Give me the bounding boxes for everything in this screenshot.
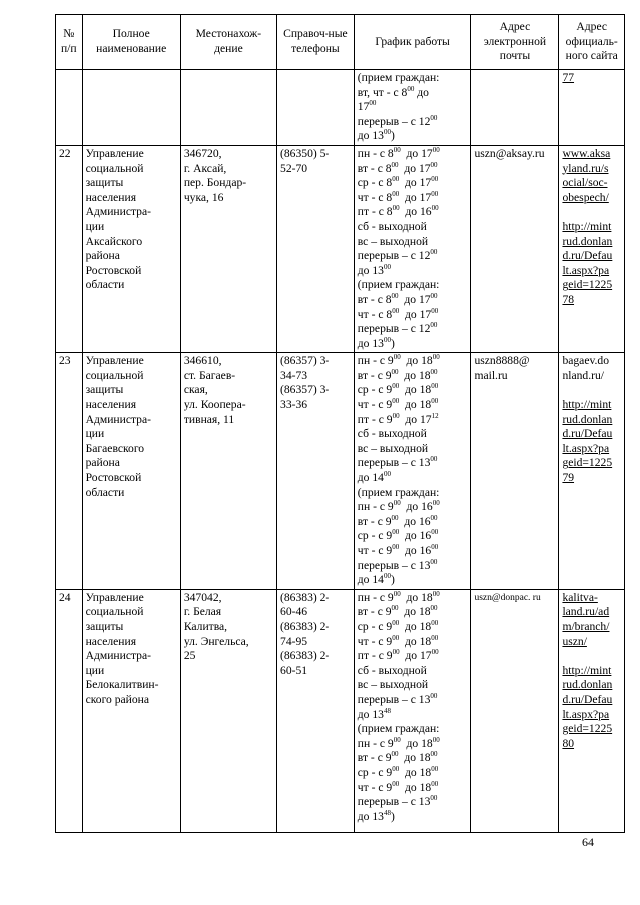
site-link[interactable]: [562, 591, 621, 649]
site-link-line: d.ru/Defau: [562, 427, 613, 441]
superscript: 00: [383, 128, 391, 137]
site-link-line: geid=1225: [562, 722, 613, 736]
superscript: 48: [383, 706, 391, 715]
cell-num: [56, 70, 83, 146]
header-num: № п/п: [56, 15, 83, 70]
phone-line: (86383) 2-: [280, 619, 330, 633]
name-line: области: [85, 485, 125, 499]
cell-site: [559, 70, 625, 146]
superscript: 00: [430, 248, 438, 257]
site-link-line: d.ru/Defau: [562, 692, 613, 706]
name-line: населения: [85, 398, 137, 412]
schedule-line: ср - с $9^{00}$ до $18^{00}$: [357, 382, 439, 397]
superscript: 00: [392, 779, 400, 788]
header-site: Адрес официаль-ного сайта: [559, 15, 625, 70]
superscript: 00: [392, 382, 400, 391]
table-row-continuation: [56, 70, 625, 146]
name-line: ции: [85, 663, 105, 677]
schedule-line: перерыв – с $13^{00}$: [357, 557, 438, 572]
schedule-line: (прием граждан:: [357, 722, 440, 736]
cell-phones: [277, 353, 355, 590]
schedule-line: вс – выходной: [357, 678, 429, 692]
superscript: 00: [430, 113, 438, 122]
superscript: 00: [392, 648, 400, 657]
schedule-line: сб - выходной: [357, 427, 427, 441]
schedule-line: перерыв – с $13^{00}$: [357, 794, 438, 809]
schedule-line: перерыв – с $12^{00}$: [357, 321, 438, 336]
name-line: Аксайского: [85, 234, 143, 248]
site-link-line: 79: [562, 471, 575, 485]
phone-line: 52-70: [280, 161, 308, 175]
cell-phones: [277, 70, 355, 146]
spacer: [562, 383, 621, 398]
site-link-line: rud.donlan: [562, 412, 613, 426]
superscript: 00: [431, 528, 439, 537]
superscript: 00: [391, 291, 399, 300]
schedule-line: до $13^{00}$): [357, 128, 395, 143]
schedule-line: пт - с $9^{00}$ до $17^{12}$: [357, 411, 439, 426]
name-line: Багаевского: [85, 441, 145, 455]
superscript: 00: [392, 411, 400, 420]
location-line: 347042,: [183, 590, 222, 604]
phone-line: 74-95: [280, 634, 308, 648]
cell-name: [82, 145, 180, 352]
superscript: 00: [391, 750, 399, 759]
schedule-line: до $14^{00}$): [357, 572, 395, 587]
schedule-line: ср - с $9^{00}$ до $16^{00}$: [357, 528, 439, 543]
superscript: 00: [383, 262, 391, 271]
schedule-line: ср - с $8^{00}$ до $17^{00}$: [357, 175, 439, 190]
site-link-line: lt.aspx?pa: [562, 707, 610, 721]
superscript: 00: [369, 99, 377, 108]
name-line: социальной: [85, 605, 144, 619]
superscript: 00: [392, 764, 400, 773]
superscript: 00: [430, 367, 438, 376]
schedule-line: до $13^{48}$): [357, 808, 395, 823]
superscript: 00: [431, 306, 439, 315]
schedule-line: до $14^{00}$: [357, 470, 391, 485]
spacer: [562, 205, 621, 220]
phone-line: (86357) 3-: [280, 354, 330, 368]
location-line: 346610,: [183, 354, 222, 368]
cell-schedule: [354, 70, 471, 146]
schedule-line: вс – выходной: [357, 441, 429, 455]
name-line: Администра-: [85, 412, 151, 426]
site-link-line: http://mint: [562, 663, 612, 677]
schedule-line: перерыв – с $12^{00}$: [357, 248, 438, 263]
name-line: области: [85, 278, 125, 292]
superscript: 00: [430, 321, 438, 330]
superscript: 00: [430, 794, 438, 803]
superscript: 48: [383, 808, 391, 817]
superscript: 00: [431, 189, 439, 198]
schedule-line: чт - с $9^{00}$ до $18^{00}$: [357, 397, 439, 412]
superscript: 00: [431, 618, 439, 627]
name-line: Управление: [85, 354, 144, 368]
superscript: 00: [430, 160, 438, 169]
schedule-line: до $13^{48}$: [357, 706, 391, 721]
superscript: 00: [430, 604, 438, 613]
cell-num: 23: [56, 353, 83, 590]
superscript: 00: [431, 543, 439, 551]
schedule-line: вт - с $8^{00}$ до $17^{00}$: [357, 160, 438, 175]
superscript: 12: [431, 411, 439, 420]
superscript: 00: [392, 618, 400, 627]
name-line: Управление: [85, 146, 144, 160]
name-line: ции: [85, 219, 105, 233]
site-link-line: lt.aspx?pa: [562, 263, 610, 277]
site-link-line: obespech/: [562, 190, 609, 204]
schedule-line: пн - с $8^{00}$ до $17^{00}$: [357, 145, 440, 160]
schedule-line: пн - с $9^{00}$ до $18^{00}$: [357, 589, 440, 604]
superscript: 00: [432, 145, 440, 154]
cell-num: 24: [56, 589, 83, 832]
site-link-line: d.ru/Defau: [562, 249, 613, 263]
phone-line: (86357) 3-: [280, 383, 330, 397]
location-line: пер. Бондар-: [183, 176, 247, 190]
cell-name: [82, 353, 180, 590]
schedule-line: ср - с $9^{00}$ до $18^{00}$: [357, 764, 439, 779]
name-line: Ростовской: [85, 263, 142, 277]
site-link-line: http://mint: [562, 398, 612, 412]
location-line: г. Аксай,: [183, 161, 227, 175]
phone-line: 60-46: [280, 605, 308, 619]
superscript: 00: [393, 589, 401, 598]
schedule-line: пн - с $9^{00}$ до $16^{00}$: [357, 499, 440, 514]
phone-line: 34-73: [280, 368, 308, 382]
location-line: ул. Коопера-: [183, 398, 246, 412]
phone-line: 33-36: [280, 398, 308, 412]
superscript: 00: [383, 335, 391, 344]
schedule-line: вт, чт - с $8^{00}$ до: [357, 84, 429, 99]
superscript: 00: [392, 306, 400, 315]
table-row: [56, 145, 625, 352]
schedule-line: чт - с $9^{00}$ до $16^{00}$: [357, 543, 439, 557]
superscript: 00: [383, 470, 391, 479]
schedule-line: вс – выходной: [357, 234, 429, 248]
schedule-line: (прием граждан:: [357, 485, 440, 499]
cell-location: [180, 145, 276, 352]
email-text: uszn@donpac. ru: [474, 592, 541, 603]
site-text: bagaev.do nland.ru/: [562, 354, 610, 382]
site-link-line: www.aksa: [562, 146, 611, 160]
schedule-line: (прием граждан:: [357, 278, 440, 292]
site-link-line: geid=1225: [562, 456, 613, 470]
schedule-line: чт - с $8^{00}$ до $17^{00}$: [357, 306, 439, 321]
superscript: 00: [393, 735, 401, 744]
name-line: защиты: [85, 619, 124, 633]
location-line: тивная, 11: [183, 412, 235, 426]
superscript: 00: [393, 353, 401, 362]
email-line: uszn8888@: [474, 354, 530, 368]
site-link[interactable]: 77: [562, 71, 575, 84]
site-link[interactable]: [562, 220, 621, 308]
site-link[interactable]: [562, 147, 621, 205]
email-text: uszn@aksay.ru: [474, 146, 545, 160]
name-line: социальной: [85, 368, 144, 382]
superscript: 00: [392, 543, 400, 551]
schedule-line: пт - с $8^{00}$ до $16^{00}$: [357, 204, 439, 219]
site-link-line: geid=1225: [562, 278, 613, 292]
name-line: района: [85, 456, 120, 470]
schedule-line: сб - выходной: [357, 219, 427, 233]
site-link-line: lt.aspx?pa: [562, 441, 610, 455]
site-link-line: kalitva-: [562, 590, 598, 604]
cell-email: [471, 145, 559, 352]
superscript: 00: [431, 175, 439, 184]
cell-location: [180, 589, 276, 832]
superscript: 00: [392, 528, 400, 537]
location-line: ст. Багаев-: [183, 368, 236, 382]
schedule-line: пн - с $9^{00}$ до $18^{00}$: [357, 353, 440, 368]
cell-site: [559, 589, 625, 832]
table-row: [56, 353, 625, 590]
superscript: 00: [392, 204, 400, 213]
superscript: 00: [392, 397, 400, 406]
superscript: 00: [431, 382, 439, 391]
name-line: Администра-: [85, 649, 151, 663]
email-line: mail.ru: [474, 368, 508, 382]
schedule-line: перерыв – с $12^{00}$: [357, 113, 438, 128]
superscript: 00: [431, 648, 439, 657]
superscript: 00: [430, 291, 438, 300]
schedule-line: вт - с $8^{00}$ до $17^{00}$: [357, 291, 438, 306]
superscript: 00: [430, 513, 438, 522]
schedule-line: до $13^{00}$): [357, 335, 395, 350]
cell-site: [559, 353, 625, 590]
superscript: 00: [431, 397, 439, 406]
header-email: Адрес электронной почты: [471, 15, 559, 70]
cell-email: [471, 589, 559, 832]
location-line: 25: [183, 649, 196, 663]
site-link-line: http://mint: [562, 219, 612, 233]
schedule-line: перерыв – с $13^{00}$: [357, 455, 438, 470]
site-link-line: 78: [562, 292, 575, 306]
name-line: Ростовской: [85, 471, 142, 485]
superscript: 00: [393, 499, 401, 508]
site-link-line: uszn/: [562, 634, 587, 648]
cell-schedule: [354, 145, 471, 352]
superscript: 00: [430, 557, 438, 566]
superscript: 00: [391, 367, 399, 376]
header-schedule: График работы: [354, 15, 471, 70]
schedule-line: вт - с $9^{00}$ до $18^{00}$: [357, 750, 438, 765]
superscript: 00: [431, 633, 439, 642]
superscript: 00: [432, 353, 440, 362]
superscript: 00: [431, 779, 439, 788]
cell-email: [471, 70, 559, 146]
page-number: 64: [582, 835, 594, 849]
name-line: защиты: [85, 176, 124, 190]
phone-line: 60-51: [280, 663, 308, 677]
location-line: г. Белая: [183, 605, 222, 619]
superscript: 00: [383, 572, 391, 581]
cell-schedule: [354, 353, 471, 590]
name-line: защиты: [85, 383, 124, 397]
site-link-line: yland.ru/s: [562, 161, 609, 175]
schedule-line: вт - с $9^{00}$ до $18^{00}$: [357, 604, 438, 619]
site-link-line: rud.donlan: [562, 678, 613, 692]
schedule-line: (прием граждан:: [357, 71, 440, 84]
table-header-row: [56, 15, 625, 70]
name-line: ского района: [85, 692, 150, 706]
schedule-line: пн - с $9^{00}$ до $18^{00}$: [357, 735, 440, 750]
phone-line: (86383) 2-: [280, 590, 330, 604]
site-link-line: m/branch/: [562, 619, 610, 633]
superscript: 00: [392, 175, 400, 184]
name-line: Управление: [85, 590, 144, 604]
name-line: Белокалитвин-: [85, 678, 159, 692]
name-line: населения: [85, 190, 137, 204]
location-line: Калитва,: [183, 619, 228, 633]
cell-site: [559, 145, 625, 352]
schedule-line: ср - с $9^{00}$ до $18^{00}$: [357, 618, 439, 633]
cell-name: [82, 589, 180, 832]
schedule-line: вт - с $9^{00}$ до $16^{00}$: [357, 513, 438, 528]
schedule-line: до $13^{00}$: [357, 262, 391, 277]
header-name: Полное наименование: [82, 15, 180, 70]
schedule-line: перерыв – с $13^{00}$: [357, 691, 438, 706]
superscript: 00: [391, 160, 399, 169]
location-line: ул. Энгельса,: [183, 634, 249, 648]
cell-phones: [277, 145, 355, 352]
name-line: района: [85, 249, 120, 263]
schedule-line: пт - с $9^{00}$ до $17^{00}$: [357, 648, 439, 663]
site-link-line: ocial/soc-: [562, 176, 608, 190]
location-line: чука, 16: [183, 190, 224, 204]
superscript: 00: [430, 750, 438, 759]
schedule-line: вт - с $9^{00}$ до $18^{00}$: [357, 367, 438, 382]
superscript: 00: [391, 513, 399, 522]
schedule-line: чт - с $9^{00}$ до $18^{00}$: [357, 779, 439, 794]
name-line: населения: [85, 634, 137, 648]
header-location: Местонахож-дение: [180, 15, 276, 70]
site-link-line: rud.donlan: [562, 234, 613, 248]
superscript: 00: [407, 84, 415, 93]
cell-name: [82, 70, 180, 146]
location-line: 346720,: [183, 146, 222, 160]
name-line: Администра-: [85, 205, 151, 219]
superscript: 00: [392, 189, 400, 198]
site-link-line: land.ru/ad: [562, 605, 610, 619]
institutions-table: [55, 14, 625, 833]
spacer: [562, 649, 621, 664]
schedule-line: сб - выходной: [357, 663, 427, 677]
site-link[interactable]: [562, 398, 621, 486]
superscript: 00: [431, 764, 439, 773]
superscript: 00: [432, 735, 440, 744]
superscript: 00: [432, 499, 440, 508]
superscript: 00: [432, 589, 440, 598]
cell-location: [180, 70, 276, 146]
schedule-line: $17^{00}$: [357, 99, 377, 114]
superscript: 00: [391, 604, 399, 613]
schedule-line: чт - с $8^{00}$ до $17^{00}$: [357, 189, 439, 204]
superscript: 00: [392, 633, 400, 642]
cell-email: [471, 353, 559, 590]
name-line: социальной: [85, 161, 144, 175]
superscript: 00: [430, 691, 438, 700]
phone-line: (86383) 2-: [280, 649, 330, 663]
phone-line: (86350) 5-: [280, 146, 330, 160]
table-row: [56, 589, 625, 832]
superscript: 00: [393, 145, 401, 154]
cell-phones: [277, 589, 355, 832]
superscript: 00: [431, 204, 439, 213]
cell-location: [180, 353, 276, 590]
site-link[interactable]: [562, 664, 621, 752]
site-link-line: 80: [562, 736, 575, 750]
header-phones: Справоч-ные телефоны: [277, 15, 355, 70]
name-line: ции: [85, 427, 105, 441]
schedule-line: чт - с $9^{00}$ до $18^{00}$: [357, 633, 439, 648]
superscript: 00: [430, 455, 438, 464]
location-line: ская,: [183, 383, 208, 397]
cell-schedule: [354, 589, 471, 832]
cell-num: 22: [56, 145, 83, 352]
